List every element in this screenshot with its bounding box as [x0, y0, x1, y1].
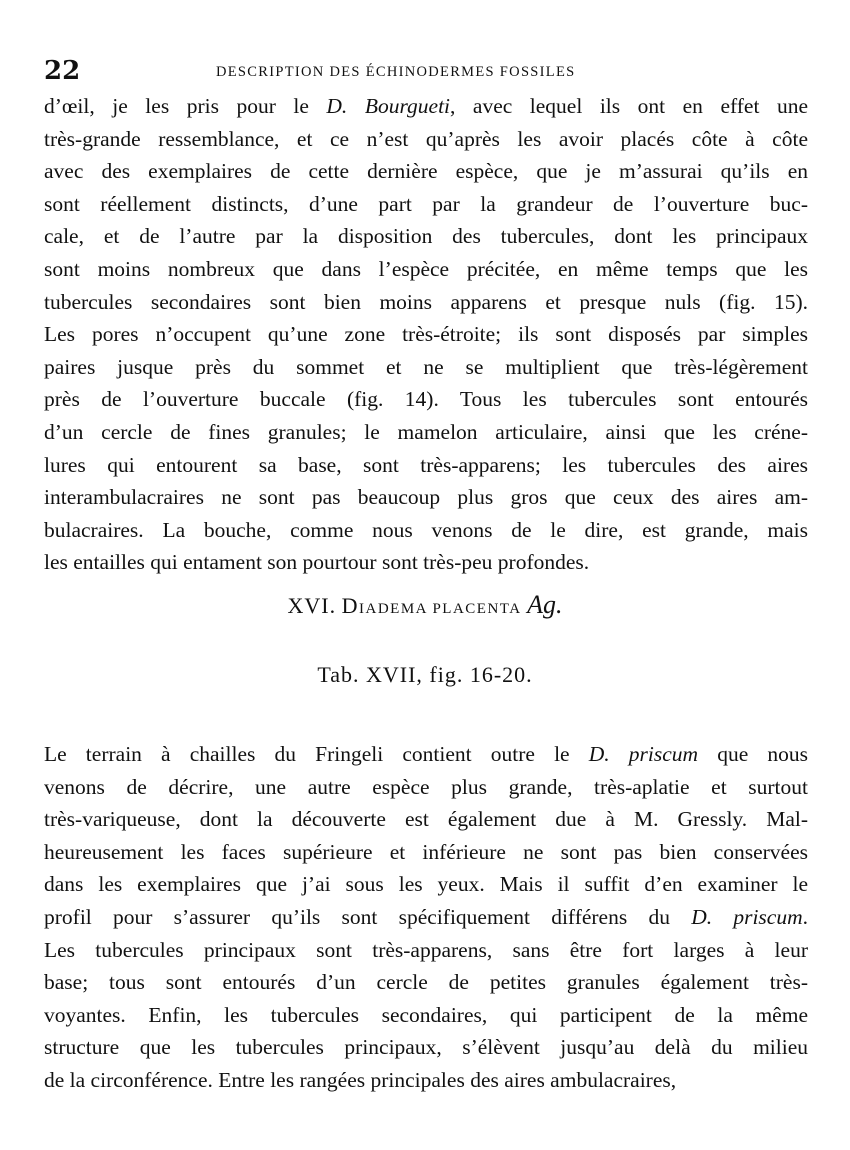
section-number: XVI.	[287, 593, 337, 618]
text-line: paires jusque près du sommet et ne se multiplient que très-légèrement	[44, 354, 808, 379]
text-line: très-variqueuse, dont la découverte est également due à M. Gressly. Mal-	[44, 807, 808, 832]
page-number: 22	[44, 56, 81, 86]
text-line: voyantes. Enfin, les tubercules secondaires, qui participent de la même	[44, 1002, 808, 1027]
text-line: les entailles qui entament son pourtour sont très-peu profondes.	[44, 550, 590, 575]
text-line: bulacraires. La bouche, comme nous venons de le dire, est grande, mais	[44, 517, 808, 542]
text-line: très-grande ressemblance, et ce n’est qu’après les avoir placés côte à côte	[44, 126, 808, 151]
text-line: d’œil, je les pris pour le D. Bourgueti, avec lequel ils ont en effet une	[44, 94, 808, 118]
text-line: avec des exemplaires de cette dernière espèce, que je m’assurai qu’ils en	[44, 159, 808, 184]
plate-reference: Tab. XVII, fig. 16-20.	[317, 662, 533, 687]
text-line: près de l’ouverture buccale (fig. 14). Tous les tubercules sont entourés	[44, 387, 808, 412]
text-line: profil pour s’assurer qu’ils sont spécifiquement différens du D. priscum.	[44, 904, 808, 929]
paragraph-2	[44, 738, 808, 1097]
running-head: DESCRIPTION DES ÉCHINODERMES FOSSILES	[216, 64, 576, 80]
text-line: heureusement les faces supérieure et inférieure ne sont pas bien conservées	[44, 839, 808, 864]
text-line: interambulacraires ne sont pas beaucoup plus gros que ceux des aires am-	[44, 485, 808, 510]
species-name: DIADEMA PLACENTA	[341, 593, 522, 618]
text-line: base; tous sont entourés d’un cercle de petites granules également très-	[44, 970, 808, 995]
paragraph-1	[44, 90, 808, 579]
text-line: Le terrain à chailles du Fringeli contient outre le D. priscum que nous	[44, 742, 808, 766]
text-line: dans les exemplaires que j’ai sous les yeux. Mais il suffit d’en examiner le	[44, 872, 808, 897]
text-line: sont moins nombreux que dans l’espèce précitée, en même temps que les	[44, 256, 808, 281]
section-heading	[0, 590, 850, 620]
species-author: Ag.	[527, 590, 563, 619]
text-line: venons de décrire, une autre espèce plus grande, très-aplatie et surtout	[44, 774, 808, 799]
text-line: tubercules secondaires sont bien moins apparens et presque nuls (fig. 15).	[44, 289, 808, 314]
text-line: Les pores n’occupent qu’une zone très-étroite; ils sont disposés par simples	[44, 322, 808, 347]
text-line: structure que les tubercules principaux, s’élèvent jusqu’au delà du milieu	[44, 1035, 808, 1060]
text-line: lures qui entourent sa base, sont très-apparens; les tubercules des aires	[44, 452, 808, 477]
text-line: cale, et de l’autre par la disposition des tubercules, dont les principaux	[44, 224, 808, 249]
text-line: de la circonférence. Entre les rangées principales des aires ambulacraires,	[44, 1067, 677, 1092]
text-line: Les tubercules principaux sont très-apparens, sans être fort larges à leur	[44, 937, 808, 962]
text-line: d’un cercle de fines granules; le mamelon articulaire, ainsi que les créne-	[44, 419, 808, 444]
text-line: sont réellement distincts, d’une part par la grandeur de l’ouverture buc-	[44, 191, 808, 216]
